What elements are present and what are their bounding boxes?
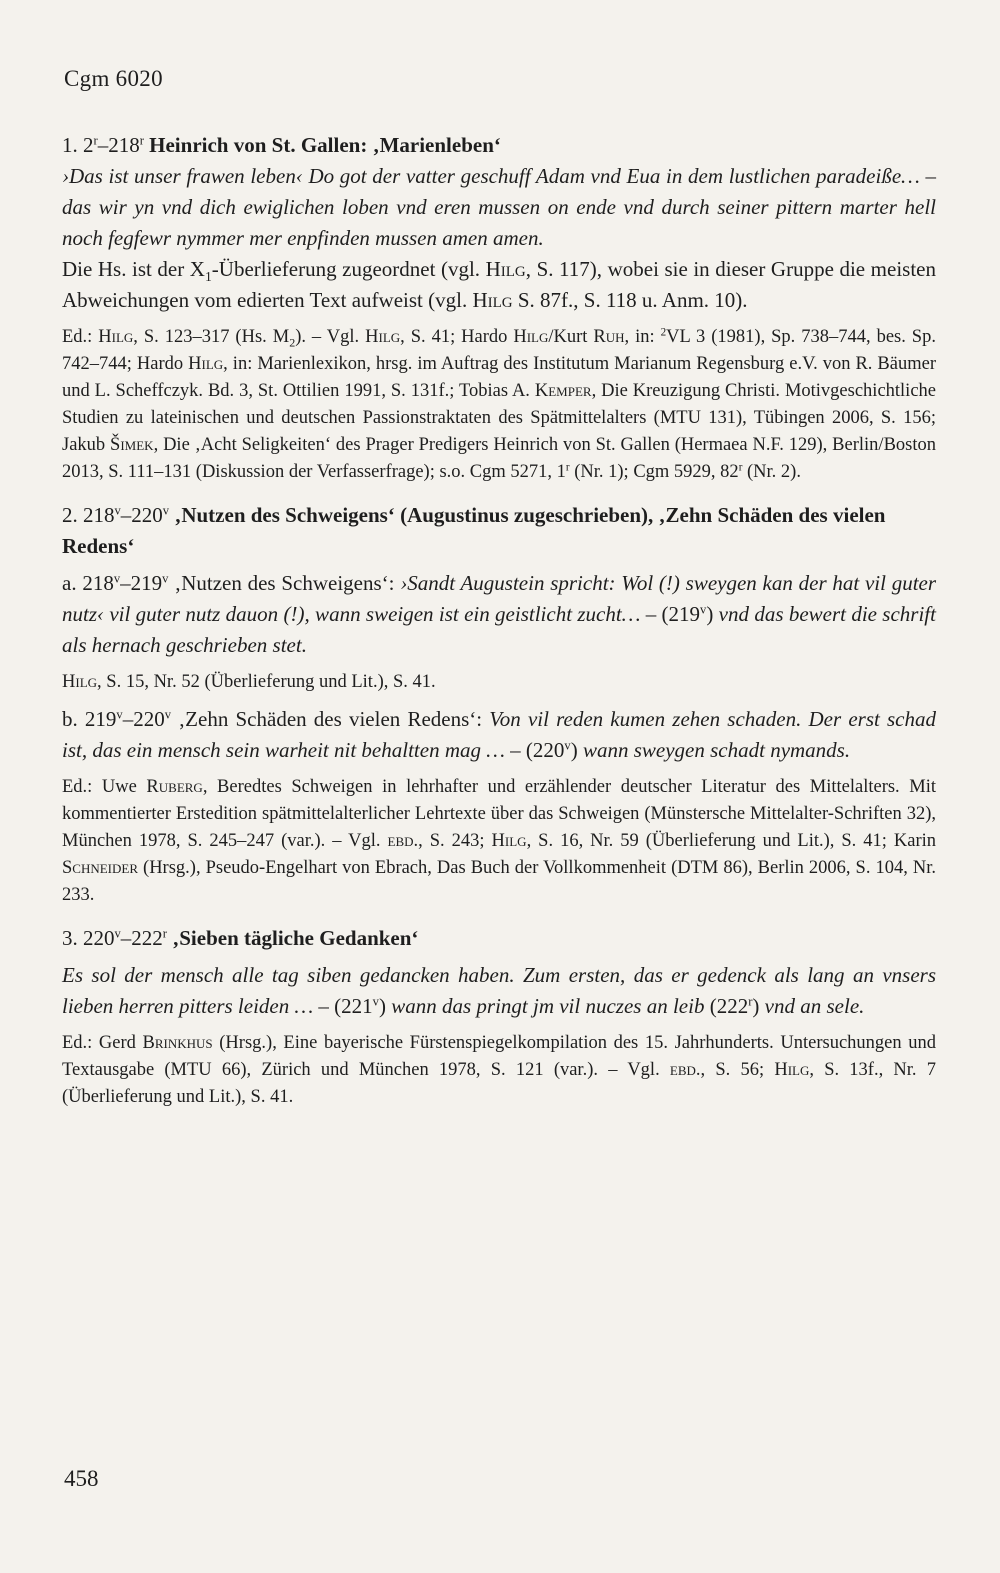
entry-2b-text: b. 219$^v$–220$^v$ ‚Zehn Schäden des vielen Redens‘: Von vil reden kumen zehen schaden. Der erst schad ist, das ein mensch sein warheit nit behaltten mag … – (220$^v$) wann sweygen schadt nymands. [62,707,936,762]
entry-1-literature: Ed.: Hilg, S. 123–317 (Hs. $M_2$). – Vgl. Hilg, S. 41; Hardo Hilg/Kurt Ruh, in: $^2$VL 3 (1981), Sp. 738–744, bes. Sp. 742–744; Hardo Hilg, in: Marienlexikon, hrsg. im Auftrag des Institutum Marianum Regensburg e.V. von R. Bäumer und L. Scheffczyk. Bd. 3, St. Ottilien 1991, S. 131f.; Tobias A. Kemper, Die Kreuzigung Christi. Motivgeschichtliche Studien zu lateinischen und deutschen Passionstraktaten des Spätmittelalters (MTU 131), Tübingen 2006, S. 156; Jakub Šimek, Die ‚Acht Seligkeiten‘ des Prager Predigers Heinrich von St. Gallen (Hermaea N.F. 129), Berlin/Boston 2013, S. 111–131 (Diskussion der Verfasserfrage); s.o. Cgm 5271, 1$^r$ (Nr. 1); Cgm 5929, 82$^r$ (Nr. 2). [62,326,936,482]
entry-3-literature: Ed.: Gerd Brinkhus (Hrsg.), Eine bayerische Fürstenspiegelkompilation des 15. Jahrhunderts. Untersuchungen und Textausgabe (MTU 66), Zürich und München 1978, S. 121 (var.). – Vgl. ebd., S. 56; Hilg, S. 13f., Nr. 7 (Überlieferung und Lit.), S. 41. [62,1033,937,1107]
entry-1-number: 1. [62,133,78,157]
entry-1-folio-range: 1. 2$^r$–218$^r$ [62,133,144,157]
entry-1-description: Die Hs. ist der $X_1$-Überlieferung zugeordnet (vgl. Hilg, S. 117), wobei sie in dieser Gruppe die meisten Abweichungen vom edierten Text aufweist (vgl. Hilg S. 87f., S. 118 u. Anm. 10). [62,257,936,312]
entry-2a-title: ‚Nutzen des Schweigens‘ [174,571,389,595]
entry-2-number: 2. [62,503,78,527]
entry-2a-text: a. 218$^v$–219$^v$ ‚Nutzen des Schweigens‘: ›Sandt Augustein spricht: Wol (!) sweygen kan der hat vil guter nutz‹ vil guter nutz dauon (!), wann sweigen ist ein geistlicht zucht… – (219$^v$) vnd das bewert die schrift als hernach geschrieben stet. [62,571,937,657]
entry-2a-literature: Hilg, S. 15, Nr. 52 (Überlieferung und Lit.), S. 41. [62,672,436,692]
entry-3-heading [62,923,936,954]
entry-2a-label: a. [62,571,77,595]
entry-1-title: Heinrich von St. Gallen: ‚Marienleben‘ [149,133,501,157]
entry-2-title: ‚Nutzen des Schweigens‘ (Augustinus zugeschrieben), ‚Zehn Schäden des vielen Redens‘ [62,503,886,558]
entry-3-title: ‚Sieben tägliche Gedanken‘ [172,926,419,950]
entry-2b-label: b. [62,707,78,731]
entry-2-heading [62,500,936,562]
page-number: 458 [64,1466,99,1491]
shelfmark-header: Cgm 6020 [64,66,163,91]
entry-3-folio-range: 3. 220$^v$–222$^r$ [62,926,167,950]
entry-2b-title: ‚Zehn Schäden des vielen Redens‘ [178,707,477,731]
entry-2-literature: Ed.: Uwe Ruberg, Beredtes Schweigen in lehrhafter und erzählender deutscher Literatur des Mittelalters. Mit kommentierter Erstedition spätmittelalterlicher Lehrtexte über das Schweigen (Münstersche Mittelalter-Schriften 32), München 1978, S. 245–247 (var.). – Vgl. ebd., S. 243; Hilg, S. 16, Nr. 59 (Überlieferung und Lit.), S. 41; Karin Schneider (Hrsg.), Pseudo-Engelhart von Ebrach, Das Buch der Vollkommenheit (DTM 86), Berlin 2006, S. 104, Nr. 233. [62,777,937,905]
entry-3-incipit: Es sol der mensch alle tag siben gedancken haben. Zum ersten, das er gedenck als lang an vnsers lieben herren pitters leiden … – (221$^v$) wann das pringt jm vil nuczes an leib (222$^r$) vnd an sele. [62,963,936,1018]
entry-1-heading [62,130,936,161]
entry-3-number: 3. [62,926,78,950]
page-content [62,130,936,1111]
entry-1-incipit: ›Das ist unser frawen leben‹ Do got der vatter geschuff Adam vnd Eua in dem lustlichen paradeiße… – das wir yn vnd dich ewiglichen loben vnd eren mussen on ende vnd durch seiner pittern marter hell noch fegfewr nymmer mer enpfinden mussen amen amen. [62,164,936,250]
entry-2-folio-range: 2. 218$^v$–220$^v$ [62,503,170,527]
